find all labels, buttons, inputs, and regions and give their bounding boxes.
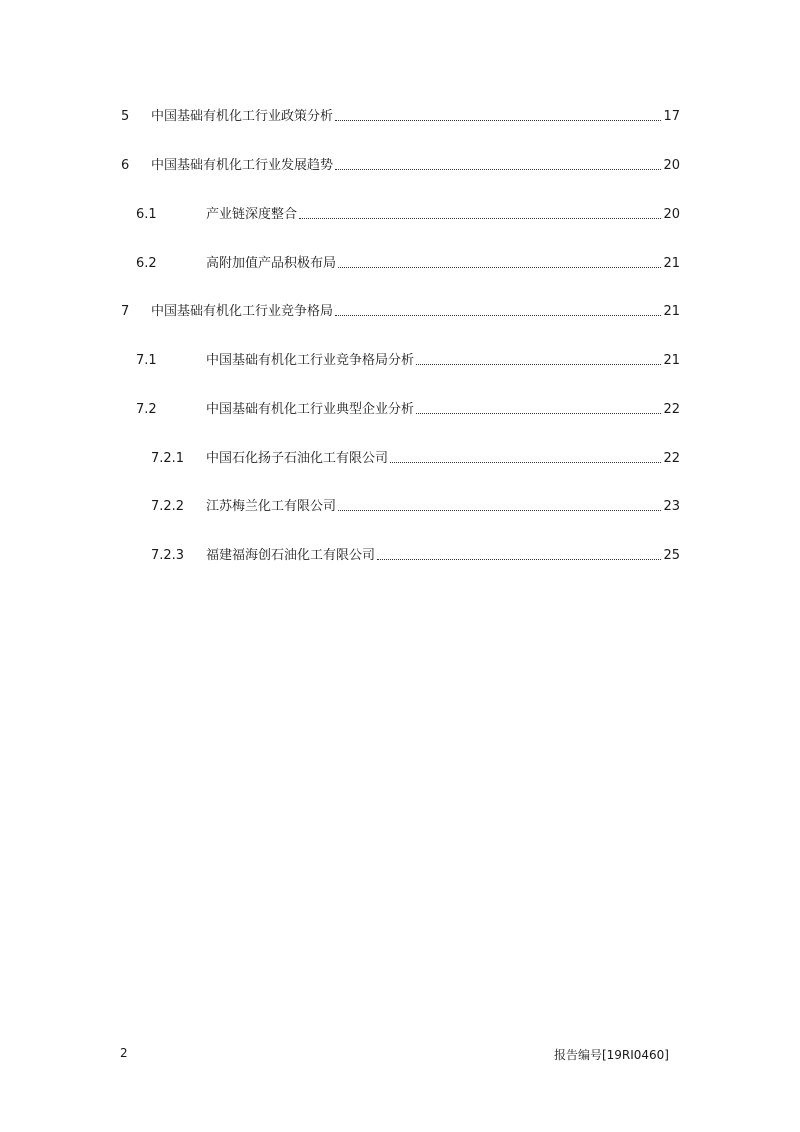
toc-entry-title[interactable]: 产业链深度整合: [206, 203, 298, 222]
toc-entry-title[interactable]: 中国基础有机化工行业典型企业分析: [206, 398, 415, 417]
toc-dot-leader: [338, 267, 661, 268]
toc-entry-page[interactable]: 17: [663, 109, 680, 124]
footer-page-number: 2: [120, 1046, 128, 1060]
toc-entry-page[interactable]: 23: [663, 499, 680, 514]
toc-entry-line: [151, 154, 680, 173]
toc-entry-page[interactable]: 20: [663, 207, 680, 222]
toc-dot-leader: [299, 218, 661, 219]
toc-entry[interactable]: [0, 301, 800, 321]
toc-entry-page[interactable]: 20: [663, 158, 680, 173]
toc-dot-leader: [335, 120, 661, 121]
toc-entry-number: 6.2: [136, 256, 157, 271]
toc-entry-line: [206, 447, 680, 466]
toc-dot-leader: [335, 169, 661, 170]
toc-entry-number: 7.2: [136, 402, 157, 417]
toc-entry-title[interactable]: 高附加值产品积极布局: [206, 252, 337, 271]
toc-entry-page[interactable]: 21: [663, 353, 680, 368]
toc-entry-title[interactable]: 中国基础有机化工行业竞争格局: [151, 300, 334, 319]
toc-dot-leader: [416, 413, 661, 414]
toc-entry-number: 6: [121, 158, 130, 173]
toc-entry[interactable]: [0, 155, 800, 175]
toc-entry-title[interactable]: 中国基础有机化工行业竞争格局分析: [206, 349, 415, 368]
toc-entry-line: [206, 203, 680, 222]
toc-entry[interactable]: [0, 106, 800, 126]
toc-entry-line: [206, 544, 680, 563]
toc-entry-line: [151, 105, 680, 124]
toc-entry-number: 7.2.2: [151, 499, 185, 514]
toc-entry-line: [206, 252, 680, 271]
toc-entry[interactable]: [0, 350, 800, 370]
toc-entry-page[interactable]: 25: [663, 548, 680, 563]
toc-entry-number: 7: [121, 304, 130, 319]
toc-entry-page[interactable]: 22: [663, 402, 680, 417]
toc-dot-leader: [416, 364, 661, 365]
toc-entry-title[interactable]: 中国石化扬子石油化工有限公司: [206, 447, 389, 466]
toc-entry-page[interactable]: 22: [663, 451, 680, 466]
toc-entry-title[interactable]: 江苏梅兰化工有限公司: [206, 495, 337, 514]
toc-dot-leader: [335, 315, 661, 316]
toc-entry[interactable]: [0, 545, 800, 565]
toc-entry-page[interactable]: 21: [663, 256, 680, 271]
toc-entry-number: 5: [121, 109, 130, 124]
toc-entry-number: 7.2.3: [151, 548, 185, 563]
toc-dot-leader: [338, 510, 661, 511]
toc-entry-line: [151, 300, 680, 319]
toc-entry[interactable]: [0, 399, 800, 419]
toc-entry-number: 6.1: [136, 207, 157, 222]
toc-entry-number: 7.1: [136, 353, 157, 368]
toc-entry[interactable]: [0, 448, 800, 468]
toc-entry-title[interactable]: 中国基础有机化工行业发展趋势: [151, 154, 334, 173]
toc-entry-line: [206, 495, 680, 514]
toc-entry-title[interactable]: 福建福海创石油化工有限公司: [206, 544, 376, 563]
toc-entry-page[interactable]: 21: [663, 304, 680, 319]
toc-entry[interactable]: [0, 496, 800, 516]
toc-entry-line: [206, 349, 680, 368]
toc-dot-leader: [390, 462, 661, 463]
toc-entry[interactable]: [0, 253, 800, 273]
toc-entry-number: 7.2.1: [151, 451, 185, 466]
footer-report-code: 报告编号[19RI0460]: [553, 1048, 669, 1062]
toc-entry-line: [206, 398, 680, 417]
toc-entry[interactable]: [0, 204, 800, 224]
toc-dot-leader: [377, 559, 661, 560]
toc-entry-title[interactable]: 中国基础有机化工行业政策分析: [151, 105, 334, 124]
